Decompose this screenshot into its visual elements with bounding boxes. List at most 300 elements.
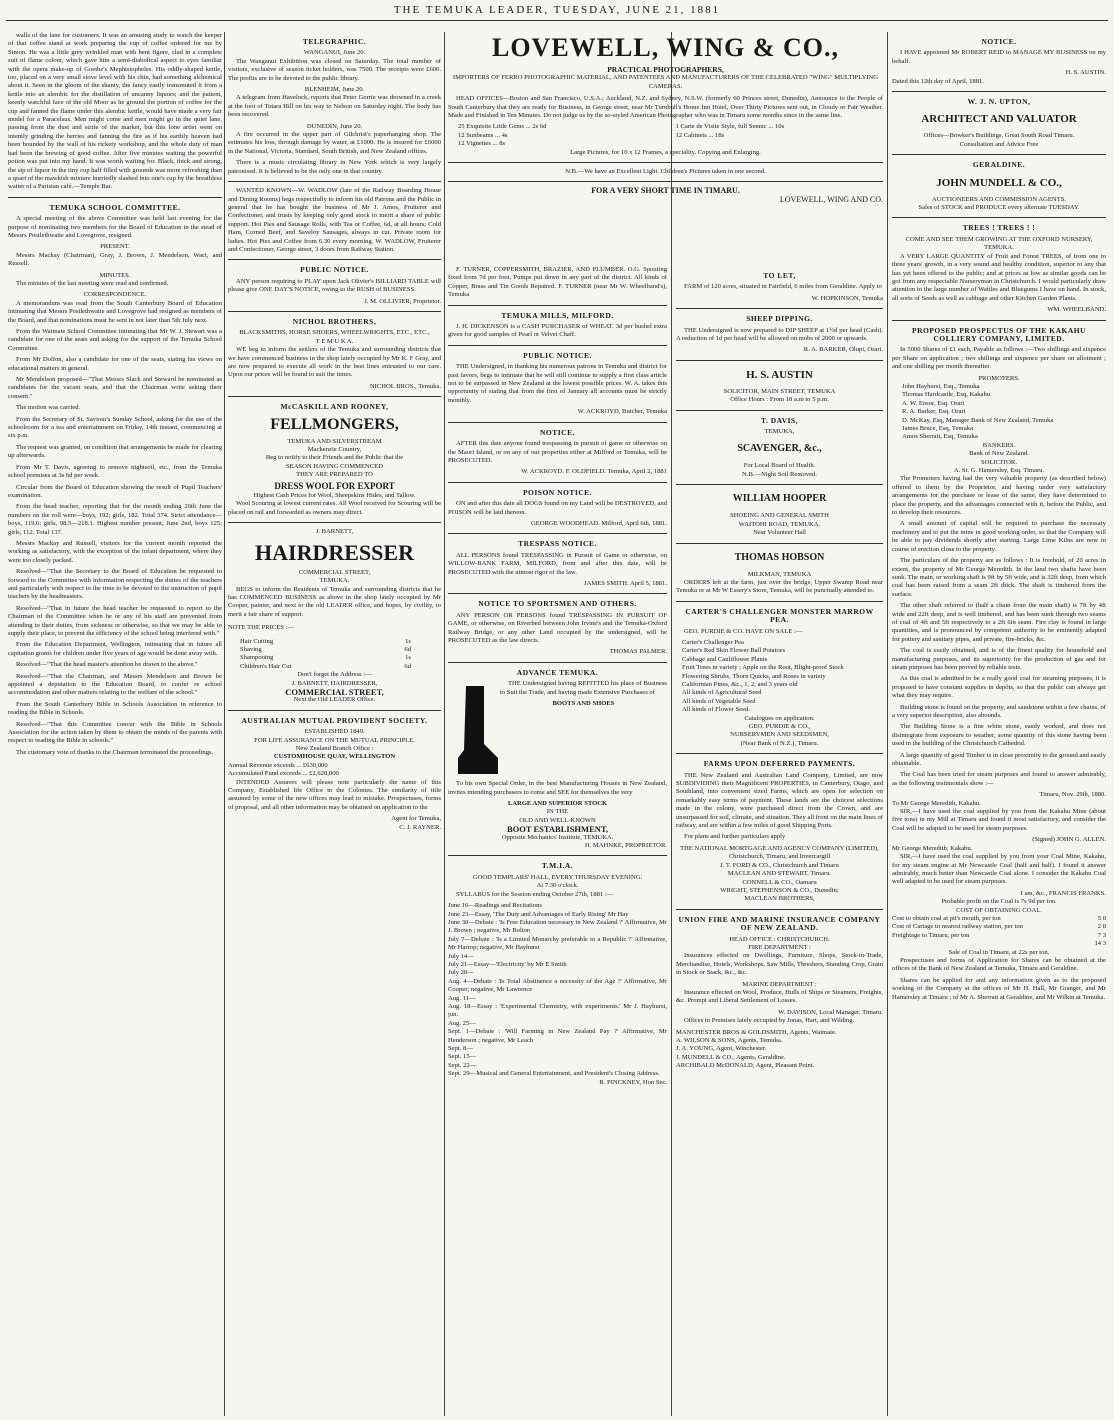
column-6 (892, 32, 1106, 1416)
advert-heading: TREES ! TREES ! ! (962, 223, 1036, 233)
divider (676, 909, 883, 910)
advert-text: GEO. PURDIE & CO. HAVE ON SALE :— (684, 627, 803, 635)
article-heading: TELEGRAPHIC. (302, 37, 367, 46)
list-item: All kinds of Agricultural Seed (682, 689, 762, 697)
article-text: From the South Canterbury Bible in Schools Association in reference to reading the Bible in Schools. (8, 700, 222, 717)
advert-text: MACLEAN AND STEWART, Timaru. (727, 870, 832, 878)
advert-subheading: TEMUKA. (319, 577, 350, 585)
advert-text: A VERY LARGE QUANTITY of Fruit and Forest TREES, of from one to three years' growth, in a very sound and healthy condition, superior to any that has yet been offered to the public; and at prices as low as similar goods can be got from any respectable Nurseryman in Christchurch. I would particularly draw attention to the large number of Wattles and Bluegums I have on hand. In stock, all sorts of Seeds as well as cabbage and other Kitchen Garden Plants. (892, 252, 1106, 302)
advert-title: HAIRDRESSER (255, 539, 414, 565)
advert-title: THOMAS HOBSON (734, 551, 825, 563)
price-label: Shaving (240, 645, 262, 653)
advert-text: Building stone is found on the property, and sandstone within a few chains, of a very superior description, also abounds. (892, 703, 1106, 719)
advert-subheading: (Near Bank of N.Z.), Timaru. (740, 739, 819, 747)
advert-subheading: COMMERCIAL STREET, (298, 568, 371, 576)
advert-signature: H. S. AUSTIN. (1065, 69, 1106, 77)
advert-text: THE Undersigned, in thanking his numerous patrons in Temuka and district for past favors, begs to intimate that he will still continue to supply a first class article not to be surpassed in New Zealand at the lowest possible prices. W. A. takes this opportunity of stating that from the first of January all accounts must be strictly monthly. (448, 363, 667, 404)
price-row (240, 646, 411, 654)
price-label: Hair Cutting (240, 637, 274, 645)
advert-text: THE New Zealand and Australian Land Company, Limited, are now SUBDIVIDING their Magnificent PROPERTIES, in Canterbury, Otago, and Southland, into convenient sized Farms, which are open for selection on remarkably easy terms of payment. These lands are the choicest selections made in the colony, were purchased direct from the Crown, and are unsurpassed for soil, climate, and situation. They all front on the main lines of railway, and are within a few miles of good Shipping Ports. (676, 771, 883, 830)
advert-text: To Mr George Meredith, Kakahu. (892, 799, 981, 807)
dateline: BLENHEIM, June 20. (304, 86, 365, 94)
advert-text: N.B.—We have an Excellent Light. Children's Pictures taken in one second. (565, 168, 766, 176)
advert-heading: ADVANCE TEMUKA. (516, 667, 599, 677)
advert-heading: T. DAVIS, (761, 415, 798, 425)
article-text: Resolved—"That the Chairman, and Messrs Mendelson and Brown be appointed a deputation to the Education Board, to confer re school accommodation and other matters relating to the welfare of the school." (8, 672, 222, 697)
agent-line: A. WILSON & SONS, Agents, Temuka. (676, 1037, 783, 1044)
cost-row (892, 923, 1106, 931)
advert-text: Mr George Meredith, Kakahu. (892, 844, 973, 852)
advert-heading: T.M.I.A. (541, 861, 574, 871)
article-text: Resolved—"That the Secretary to the Board of Education be requested to forward to the Committee with information respecting the duties of the teachers and particularly with respect to the time to be devoted to the instruction of pupil teachers by the headmasters. (8, 568, 222, 601)
divider (228, 710, 441, 711)
divider (228, 311, 441, 312)
divider (676, 484, 883, 485)
advert-text: Annual Revenue exceeds ... £630,000 (228, 761, 328, 769)
cost-label: Cost of Cartage to nearest railway station, per ton (892, 923, 1023, 931)
advert-text: CONNELL & CO., Oamaru (742, 878, 817, 886)
advert-text: For plans and further particulars apply (684, 833, 786, 841)
advert-subheading: CUSTOMHOUSE QUAY, WELLINGTON (273, 753, 396, 761)
advert-heading: NOTICE. (981, 37, 1017, 46)
divider (228, 396, 441, 397)
advert-text: Accumulated Fund exceeds ... £2,620,000 (228, 770, 339, 778)
list-item: John Hayhurst, Esq., Temuka (902, 382, 980, 390)
advert-text: A. St. G. Hamersley, Esq. Timaru. (953, 467, 1045, 475)
advert-text: The Coal has been tried for steam purposes and found to answer admirably, as the following testimonials show :— (892, 771, 1106, 787)
advert-title: LOVEWELL, WING & CO., (491, 33, 839, 62)
advert-title: ARCHITECT AND VALUATOR (921, 113, 1077, 126)
advert-text: Wool Scouring at lowest current rates. All Wool received for Scouring will be placed on rail and forwarded as owners may direct. (228, 500, 441, 516)
article-text: From the head teacher, reporting that for the month ending 26th June the numbers on the roll were—boys, 192; girls, 182. Total 374. Strict attendance—boys, 119.6; girls, 98.5—218.1. Highest number present, June 2nd, boys 125; girls, 112. Total 137. (8, 503, 222, 536)
advert-heading: McCASKILL AND ROONEY, (280, 402, 389, 412)
advert-signature: LOVEWELL, WING AND CO. (779, 194, 883, 204)
list-item: Aug. 18—Essay : 'Experimental Chemistry, with experiments.' Mr J. Hayhurst, jun. (448, 1002, 667, 1019)
divider (8, 197, 222, 198)
list-item: Sept. 15— (448, 1053, 477, 1061)
list-item: Amos Sherratt, Esq, Temuka (902, 433, 978, 441)
advert-subheading: TEMUKA AND SILVERSTREAM (287, 437, 382, 445)
price-row: 12 Vignettes ... 8s (458, 140, 506, 148)
advert-signature: Agent for Temuka, (391, 815, 441, 823)
price-label: Shampooing (240, 654, 274, 662)
advert-text: SIR,—I have used the coal supplied by you from the Kakahu Mine (about five tons) in my Mill at Timaru and found it most satisfactory, and consider the Coal will be adapted to be used for steam purposes. (892, 808, 1106, 832)
article-text: From the Secretary of St. Saviour's Sunday School, asking for the use of the schoolroom for a tea and entertainment on Friday, 14th instant, commencing at six p.m. (8, 415, 222, 440)
advert-signature: GEORGE WOODHEAD. Milford, April 6th, 1881. (531, 519, 667, 527)
price-row (240, 663, 411, 671)
price-row (240, 654, 411, 662)
advert-text: BOOTS AND SHOES (552, 700, 615, 708)
advert-heading: PUBLIC NOTICE. (523, 350, 592, 360)
advert-text: OLD AND WELL-KNOWN (519, 816, 596, 824)
list-item: Sept. 29—Musical and General Entertainment, and President's Closing Address. (448, 1070, 660, 1078)
advert-subheading: COST OF OBTAINING COAL. (956, 906, 1042, 914)
advert-heading: PROPOSED PROSPECTUS OF THE KAKAHU COLLIERY COMPANY, LIMITED. (911, 325, 1087, 343)
list-item: Californian Pines, &c., 1, 2, and 3 years old (682, 680, 798, 688)
list-item: July 21—Essay—'Electricity' by Mr E Smith (448, 960, 567, 968)
advert-text: HEAD OFFICES—Boston and San Francisco, U.S.A.; Auckland, N.Z. and Sydney, N.S.W. (formerly 60 Princes street, Dunedin), Announce to the People of South Canterbury that they are ready for Business, in George street, near Mr Turnbull's Home Inn Hotel, Over Thirty Pictures sent out, in Cloudy or Fair Weather. Made and Finished in Ten Minutes. Do not judge us by the so-styled American Photographer who was in Timaru some months since in the same line. (448, 95, 883, 120)
advert-subheading: SOLICITOR, MAIN STREET, TEMUKA (723, 387, 836, 395)
list-item: Sept. 1—Debate : 'Will Farming in New Zealand Pay ?' Affirmative, Mr Henderson ; negative, Mr Leach (448, 1028, 667, 1044)
divider (892, 320, 1106, 321)
advert-subheading: BLACKSMITHS, HORSE SHOERS, WHEELWRIGHTS, ETC., ETC., (239, 329, 430, 337)
advert-subheading: BANKERS. (982, 441, 1016, 449)
price-column (458, 123, 656, 148)
advert-text: WANTED KNOWN—W. WADLOW (late of the Railway Boarding House and Dining Rooms) begs respectfully to inform his old Patrons and the Public in general that he has bought the business of Mr J. Amos, Fruiterer and Confectioner, and trusts by keeping only good stock to merit a share of public support. Hot Pies and Sausage Rolls, with Tea or Coffee, 6d, at all hours; Cold Ham, Corned Beef, and Saveloy Sausages, always in cut. Private room for ladies. Hot Pies and Coffee from 6.30 every morning. W. WADLOW, Fruiterer and Confectioner, George street, 3 doors from Railway Station. (228, 187, 441, 253)
price-table (448, 123, 883, 148)
advert-text: To his own Special Order, in the best Manufacturing Houses in New Zealand, invites intending purchasers to come and SEE for themselves the very (448, 780, 667, 796)
advert-text: BEGS to inform the Residents of Temuka and surrounding districts that he has COMMENCED BUSINESS as above in the shop lately occupied by Mr Cooper, painter, and next to the old LEADER office, and hopes, by civility, to merit a fair share of support. (228, 585, 441, 618)
price-heading: NOTE THE PRICES :— (228, 624, 295, 632)
advert-heading: NICHOL BROTHERS, (292, 316, 377, 326)
advert-title: H. S. AUSTIN (746, 368, 813, 381)
advert-text: A large quantity of good Timber is in close proximity to the ground and easily obtainable. (892, 751, 1106, 768)
advert-text: AFTER this date anyone found trespassing in pursuit of game or otherwise on the Maori Island, or on any of our properties either at Milford or Temuka, will be PROSECUTED. (448, 440, 667, 464)
advert-subheading: ESTABLISHED 1849. (304, 728, 365, 736)
advert-subheading: TEMUKA, (764, 428, 795, 436)
advert-heading: W. J. N. UPTON, (967, 97, 1031, 107)
article-text: The minutes of the last meeting were read and confirmed. (16, 279, 169, 287)
divider (228, 181, 441, 182)
price-column (676, 123, 874, 148)
advert-text: THE Undersigned is now prepared to DIP SHEEP at 1½d per head (Cash). A reduction of 1d per head will be allowed on mobs of 2000 or upwards. (676, 326, 883, 343)
subheading: MINUTES. (99, 271, 131, 279)
advert-subheading: FOR LIFE ASSURANCE ON THE MUTUAL PRINCIPLE. (254, 736, 415, 744)
masthead: THE TEMUKA LEADER, TUESDAY, JUNE 21, 1881 (393, 4, 721, 16)
list-item: July 14— (448, 952, 474, 960)
divider (676, 360, 883, 361)
advert-text: The Promoters having had the very valuable property (as described below) offered to them by the Proprietor, and having under very satisfactory arrangements for the purchase or lease of the same, they have determined to place the property, and the advantages connected with it, before the Public, and to develop their resources. (892, 475, 1106, 517)
advert-signature: W. HOPKINSON, Temuka (811, 294, 883, 302)
article-text: The Wanganui Exhibition was closed on Saturday. The total number of visitors, exclusive of season ticket holders, was 7500. The receipts were £600. The profits are to be devoted to the public library. (228, 57, 441, 82)
list-item: A. W. Ensor, Esq. Orari (902, 399, 965, 407)
advert-heading: TEMUKA MILLS, MILFORD. (501, 310, 614, 320)
advert-subheading: HEAD OFFICE : CHRISTCHURCH. (729, 935, 830, 943)
masthead-rule (6, 20, 1108, 21)
boot-illustration (454, 684, 500, 776)
price-row (240, 638, 411, 646)
column-rule (224, 32, 225, 1416)
divider (448, 482, 667, 483)
advert-text: Sales of STOCK and PRODUCE every alternate TUESDAY. (918, 204, 1080, 212)
article-text: Resolved—"That in future the head teacher be requested to report to the Chairman of the Committee when he or any of his staff are prevented from attending to their duties, from sickness or otherwise, so that we may be able to supply their place, to prevent the efficiency of the school being interfered with." (8, 604, 222, 637)
article-text: From the Waimate School Committee intimating that Mr W. J. Stewart was a candidate for one of the seats and asking for the support of the Temuka School Committee. (8, 328, 222, 352)
promoter-list (892, 383, 1106, 442)
divider (228, 522, 441, 523)
advert-subheading: FIRE DEPARTMENT : (748, 943, 811, 951)
advert-text: Shares can be applied for and any information given as to the proposed working of the Company at the offices of Mr H. Hall, Mr Granger, and Mr Hamersley at Timaru ; of Mr A. Sherratt at Geraldine, and Mr Wilkin at Temuka. (892, 976, 1106, 1001)
advert-text: Insurances effected on Dwellings, Furniture, Shops, Stock-in-Trade, Merchandise, Hotels, Workshops, Saw Mills, Threshers, Standing Crop, Grain in Stock or Stack, &c., &c. (676, 952, 883, 977)
price-value: 6d (404, 662, 411, 670)
advert-text: Dated this 12th day of April, 1881. (892, 77, 984, 85)
advert-text: Probable profit on the Coal is 7s 9d per ton. (941, 898, 1057, 906)
article-text: A memorandum was read from the South Canterbury Board of Education intimating that Messrs Postlethwaite and Lovegrove had resigned as members of the Board, and that nominations must be sent in not later than 5th July next. (8, 299, 222, 324)
advert-heading: NOTICE TO SPORTSMEN AND OTHERS. (478, 599, 637, 609)
list-item: Aug. 4—Debate : 'Is Total Abstinence a necessity of the Age ?' Affirmative, Mr Cooper; negative, Mr Lawrence (448, 977, 667, 994)
divider (448, 345, 667, 346)
advert-text: Timaru, Nov. 29th, 1880. (1039, 791, 1106, 799)
list-item: D. McKay, Esq, Manager Bank of New Zealand, Temuka (902, 416, 1054, 424)
advert-text: Large Pictures, for 10 x 12 Frames, a speciality. Copying and Enlarging. (570, 148, 761, 156)
advert-text: For Local Board of Health. (743, 462, 816, 470)
agent-line: J. A. YOUNG, Agent, Winchester. (676, 1045, 767, 1053)
advert-text: LARGE AND SUPERIOR STOCK (507, 800, 608, 808)
divider (676, 308, 883, 309)
divider (228, 259, 441, 260)
list-item: Sept. 8— (448, 1045, 473, 1052)
dateline: DUNEDIN, June 20. (306, 122, 363, 130)
advert-subheading: Mackenzie Country, (307, 446, 362, 454)
advert-subheading: At 7.30 o'clock. (536, 882, 579, 890)
divider (448, 855, 667, 856)
advert-heading: FARMS UPON DEFERRED PAYMENTS. (703, 759, 856, 769)
advert-subheading: NURSERYMEN AND SEEDSMEN, (730, 731, 829, 739)
advert-signature: THOMAS PALMER. (609, 648, 667, 656)
advert-text: THE Undersigned having REFITTED his place of Business to Suit the Trade, and having made Extensive Purchases of (500, 680, 667, 696)
list-item: James Bruce, Esq, Temuka (902, 425, 974, 432)
list-item: Carter's Red Skin Flower Ball Potatoes (682, 647, 786, 655)
cost-label: Cost to obtain coal at pit's mouth, per ton (892, 914, 1001, 922)
advert-text: Offices in Premises lately occupied by Jonas, Hart, and Wilding. (684, 1017, 855, 1025)
article-text: From Mr Dolfon, also a candidate for one of the seats, stating his views on educational matters in general. (8, 356, 222, 372)
article-text: Circular from the Board of Education showing the result of Pupil Teachers' examination. (8, 483, 222, 499)
advert-subheading: T E M U K A. (315, 337, 354, 345)
price-label: Children's Hair Cut (240, 662, 292, 670)
article-text: The customary vote of thanks to the Chairman terminated the proceedings. (16, 748, 214, 756)
divider (676, 601, 883, 602)
advert-text: The other shaft referred to (half a chain from the main shaft) is 7ft by 4ft wide and 22ft deep, and is well timbered, and has been sunk through two seams of coal of 4ft and 5ft respectively to a 2ft 6in seam. Fire clay is found in large quantities, and is pronounced by competent authority to be eminently adapted for pottery and sanitary pipes, and private, fire-bricks, &c. (892, 602, 1106, 643)
column-4-lower (676, 266, 883, 1416)
advert-text: FARM of 120 acres, situated in Fairfield, 6 miles from Geraldine. Apply to (684, 283, 882, 291)
advert-text: BOOT ESTABLISHMENT, (506, 824, 609, 835)
advert-heading: TRESPASS NOTICE. (518, 539, 597, 549)
agent-line: MANCHESTER BROS & GOLDSMITH, Agents, Waimate. (676, 1028, 837, 1036)
price-value: 6d (404, 645, 411, 653)
advert-text: WRIGHT, STEPHENSON & CO., Dunedin; (720, 886, 839, 894)
advert-signature: R. PINCKNEY, Hon Sec. (599, 1078, 667, 1086)
advert-text: THE NATIONAL MORTGAGE AND AGENCY COMPANY (LIMITED), (680, 844, 879, 852)
divider (448, 181, 883, 182)
divider (676, 410, 883, 411)
cost-row (892, 915, 1106, 923)
advert-heading: PUBLIC NOTICE. (300, 265, 369, 275)
advert-text: SYLLABUS for the Session ending October 27th, 1881 :— (456, 890, 614, 898)
advert-signature: JAMES SMITH. April 5, 1881. (584, 579, 667, 587)
article-text: Resolved—"That this Committee concur with the Bible in Schools Association for the action taken by them to obtain the minds of the parents with respect to reading the Bible in schools." (8, 720, 222, 745)
advert-text: WE beg to inform the settlers of the Temuka and surrounding districts that we have commenced business in the shop lately occupied by Mr K. F Gray, and are now prepared to execute all work in the best lines entrusted to our care. Upon our prices will be found to suit the times. (228, 346, 441, 379)
advert-text: Next the Old LEADER Office. (293, 696, 376, 704)
advert-subheading: MILKMAN, TEMUKA (747, 570, 812, 578)
divider (448, 162, 883, 163)
column-1 (8, 32, 222, 1416)
advert-signature: I am, &c., FRANCIS FRANKS. (1020, 889, 1106, 897)
article-heading: TEMUKA SCHOOL COMMITTEE. (49, 202, 181, 212)
advert-subheading: Near Volunteer Hall (753, 529, 806, 537)
syllabus-list (448, 902, 667, 1079)
cost-total: 14 3 (1094, 940, 1106, 948)
advert-heading: TO LET, (763, 271, 796, 280)
article-text: Resolved—"That the head master's attention be drawn to the above." (16, 661, 198, 669)
dateline: WANGANUI, June 20. (303, 49, 366, 57)
advert-signature: J. M. OLLIVIER, Proprietor. (364, 297, 441, 305)
advert-heading: UNION FIRE AND MARINE INSURANCE COMPANY OF NEW ZEALAND. (678, 914, 881, 933)
advert-subheading: New Zealand Branch Office : (295, 745, 374, 752)
advert-text: J. T. FORD & CO., Christchurch and Timaru (720, 861, 839, 869)
lovewell-advert (448, 32, 883, 262)
article-text: From Mr T. Davis, agreeing to remove nightsoil, etc., from the Temuka school premises at 3s 6d per week. (8, 463, 222, 480)
subheading: CORRESPONDENCE. (83, 291, 147, 299)
advert-text: Beg to notify to their Friends and the Public that the (265, 454, 404, 462)
article-text: The request was granted, on condition that arrangements be made for clearing up afterwards. (8, 443, 222, 460)
divider (448, 593, 667, 594)
advert-text: Prospectuses and forms of Application for Shares can be obtained at the offices of the Bank of New Zealand at Temuka, Timaru and Geraldine. (892, 956, 1106, 973)
advert-heading: POISON NOTICE. (522, 487, 593, 497)
advert-text: The particulars of the property are as follows : It is freehold, of 20 acres in extent, the property of Mr George Meredith. In the land two shafts have been sunk. The main, or working shaft is 9ft by 5ft wide, and is 32ft deep, from which coal has been raised from a seam 2ft thick. The shaft is timbered from the surface. (892, 557, 1106, 598)
agent-line: J. MUNDELL & CO., Agents, Geraldine. (676, 1053, 786, 1061)
cost-row (892, 932, 1106, 940)
advert-text: Insurance effected on Wool, Produce, Hulls of Ships or Steamers, Freights, &c. Prompt and Liberal Settlement of Losses. (676, 988, 883, 1005)
advert-text: IN THE (546, 808, 569, 816)
advert-text: MACLEAN BROTHERS, (744, 895, 815, 903)
advert-text: FOR A VERY SHORT TIME IN TIMARU. (591, 186, 740, 196)
advert-text: Opposite Mechanics' Institute, TEMUKA. (501, 833, 614, 841)
advert-text: J. BARNETT, HAIRDRESSER, (291, 679, 378, 687)
column-rule (444, 32, 445, 1416)
list-item: Flowering Shrubs, Thorn Quicks, and Roses in variety (682, 672, 826, 680)
price-row: 12 Cabinets ... 18s (675, 131, 725, 139)
advert-heading: SHEEP DIPPING. (746, 314, 813, 324)
advert-text: SEASON HAVING COMMENCED (286, 462, 383, 470)
advert-text: THEY ARE PREPARED TO (296, 471, 373, 479)
list-item: June 23—Essay, 'The Duty and Advantages of Early Rising' Mr Hay (448, 910, 629, 918)
list-item: June 30—Debate : 'Is Free Education necessary in New Zealand ?' Affirmative, Mr J. Brown ; negative, Mr Bolton (448, 918, 667, 935)
list-item: July 28— (448, 969, 474, 977)
advert-text: In 5000 Shares of £1 each, Payable as follows :—Two shillings and sixpence per Share on application ; two shillings and sixpence per share on allotment ; and one shilling per month thereafter. (892, 346, 1106, 371)
advert-signature: W. DAVISON, Local Manager, Timaru. (778, 1008, 883, 1016)
advert-signature: H. MAHNKE, PROPRIETOR. (584, 842, 667, 850)
divider (448, 422, 667, 423)
advert-text: Christchurch, Timaru, and Invercargill (728, 853, 831, 861)
article-text: Messrs Mackay and Russell, visitors for the current month reported the working as satisfactory, with the exception of the infant department, where they were too closely packed. (8, 539, 222, 564)
divider (448, 662, 667, 663)
advert-subheading: AUCTIONEERS AND COMMISSION AGENTS. (931, 195, 1067, 203)
advert-text: DRESS WOOL FOR EXPORT (274, 480, 395, 491)
price-value: 1s (405, 654, 411, 662)
column-2 (228, 32, 441, 1416)
advert-subheading: SOLICITOR. (981, 458, 1017, 466)
advert-text: ON and after this date all DOGS found on my Land will be DESTROYED, and POISON will be laid thereon. (448, 500, 667, 516)
list-item: Thomas Hardcastle, Esq, Kakahu (902, 391, 991, 399)
advert-text: N.B.—Night Soil Removed. (742, 470, 817, 478)
divider (892, 217, 1106, 218)
list-item: All kinds of Flower Seed. (682, 706, 750, 714)
advert-text: J. H. DICKENSON is a CASH PURCHASER of WHEAT. 3d per bushel extra given for good samples of Pearl or Velvet Chaff. (448, 323, 667, 339)
list-item: June 16—Readings and Recitations (448, 902, 542, 910)
list-item: Sept. 22— (448, 1061, 477, 1069)
price-row: 1 Carte de Visite Style, full Sennic ... 10s (675, 123, 785, 131)
cost-value: 7 3 (1097, 931, 1106, 939)
advert-text: ANY PERSON OR PERSONS found TRESPASSING IN PURSUIT OF GAME, or otherwise, on Riverbed between John Irvine's and the Temuka-Oxford Railway Bridge, or any other Land occupied by the undersigned, will be PROSECUTED as the law directs. (448, 611, 667, 644)
advert-subheading: MARINE DEPARTMENT : (742, 980, 817, 988)
divider (448, 305, 667, 306)
price-row: 25 Exquisite Little Gems ... 2s 6d (458, 123, 547, 131)
column-3-lower (448, 266, 667, 1416)
article-text: A fire occurred in the upper part of Gilchrist's paperhanging shop. The estimates his loss, through damage by water, at £1000. He is insured for £6000 in the National, Victoria, Standard, South British, and New Zealand offices. (228, 131, 441, 155)
article-text: Mr Mendelson proposed—"That Messrs Slack and Steward be nominated as candidates for the vacant seats, and that the Chairman write asking their consent." (8, 376, 222, 400)
advert-text: Highest Cash Prices for Wool, Sheepskins Hides, and Tallow. (253, 492, 416, 500)
advert-heading: AUSTRALIAN MUTUAL PROVIDENT SOCIETY. (241, 715, 428, 725)
divider (892, 91, 1106, 92)
advert-text: Consultation and Advice Free (959, 140, 1039, 148)
advert-text: Office Hours : From 10 a.m to 5 p.m. (730, 396, 829, 404)
advert-text: F. TURNER, COPPERSMITH, BRAZIER, AND PLUMBER. O.G. Spouting fixed from 7d per foot. Pumps put down in any part of the district. All kinds of Copper, Brass and Tin Goods Repaired. F. TURNER (near Mr W. Wheelband's), Temuka (448, 266, 667, 299)
advert-signature: C. J. RAYNER. (399, 823, 441, 831)
list-item: Aug. 25— (448, 1019, 476, 1027)
advert-subheading: GOOD TEMPLARS' HALL, EVERY THURSDAY EVENING. (472, 873, 643, 881)
advert-text: Don't forget the Address :— (297, 671, 372, 679)
cost-label: Freightage to Timaru, per ton (892, 931, 970, 939)
divider (676, 543, 883, 544)
price-row: 12 Sunbeams ... 4s (458, 131, 508, 139)
article-text: There is a music circulating library in New York which is very largely patronised. It is believed to be the only one in that country. (228, 159, 441, 175)
advert-subheading: PROMOTERS. (978, 374, 1020, 382)
advert-text: ANY person requiring to PLAY upon Jack Olivier's BILLIARD TABLE will please give ONE DAY'S NOTICE, owing to the RUSH of BUSINESS. (228, 277, 441, 294)
advert-text: I HAVE appointed Mr ROBERT REID to MANAGE MY BUSINESS on my behalf. (892, 49, 1106, 65)
article-text: walls of the lane for customers. It was an amusing study to watch the keeper of that coffee stand at work preparing the cup of coffee ordered for me by Simon. He was a little grey wrinkled man with bent figure, clad in a complete suit of flame colour, which gave him a semi-diabolical aspect to eyes familiar with the opera make-up of Goethe's Mephistopheles. His oddly-shaped kettle, too, placed on a very small stove level with his chin, had something alchemical about it. Seen in the gloom of the shanty, the fancy easily transmuted it from a kettle into an alembic for the distillation of uncanny liquors; and the patient, keenly watchful face of the old Moor as he ground the portion of coffee for the cup and fanned the flame under this alembic kettle, would have made a very fair model for a Paracelsus. Men might come and men might go in the quiet lane, passing from the dust and strife of the market, but this lone artist went on intently grinding the berries and fanning the fire as if his earthly heaven had been bounded by the wall of his rickety workshop, and the whole duty of man had been the brewing of good coffee. After five minutes waiting the powerful potion was put into my hand. It was worth waiting for. Black, thick and strong, the sip of liquor in the tiny cup half filled with grounds was more refreshing than a quart of the mawkish mixture hurriedly slashed into one's cup by the breathless waiter of a Parisian café.—Temple Bar. (8, 32, 222, 191)
advert-text: The coal is easily obtained, and is of the finest quality for household and manufacturing purposes, and its superiority for the production of gas and for steam purposes has been proved by reliable tests. (892, 647, 1106, 671)
advert-text: ALL PERSONS found TRESPASSING in Pursuit of Game or otherwise, on WILLOW-BANK FARM, MILFORD, from and after this date, will be PROSECUTED with the utmost rigor of the law. (448, 551, 667, 576)
advert-heading: J. BARNETT, (315, 528, 354, 536)
advert-text: The Building Stone is a fine white stone, easily worked, and does not disintegrate from exposure to weather, some quantity of this stone having been used in the building of the Christchurch Cathedral. (892, 723, 1106, 748)
advert-heading: CARTER'S CHALLENGER MONSTER MARROW PEA. (685, 606, 874, 625)
advert-subheading: SHOEING AND GENERAL SMITH (730, 512, 829, 520)
advert-heading: NOTICE. (540, 427, 575, 437)
list-item: Cabbage and Cauliflower Plants (682, 655, 768, 663)
column-rule (887, 32, 888, 1416)
divider (448, 533, 667, 534)
cost-value: 5 0 (1097, 914, 1106, 922)
article-text: From the Education Department, Wellington, intimating that in future all capitation grants for children under five years of age would be done away with. (8, 641, 222, 657)
advert-text: Offices—Bowker's Buildings, Great South Road Timaru. (923, 132, 1075, 140)
advert-text: INTENDED Assurers will please note particularly the name of this Company, Established life Office in the Colonies. The similarity of title assumed by some of the new offices may lead to mistake. Prospectuses, forms of proposal, and all other information may be obtained on application to the (228, 778, 441, 811)
price-list (228, 638, 441, 672)
article-text: A special meeting of the above Committee was held last evening for the purpose of nominating two members for the Board of Education in the stead of Messrs Postlethwaite and Lovegrove, resigned. (8, 215, 222, 239)
advert-text: Sale of Coal in Timaru, at 22s per ton. (948, 948, 1050, 956)
article-text: A telegram from Havelock, reports that Peter Gorrie was drowned in a creek at the foot of Totara Hill on his way to Nelson on Saturday night. The body has been recovered. (228, 94, 441, 119)
advert-signature: R. A. BARKER, Olupi, Orari. (803, 346, 883, 354)
advert-text: As this coal is admitted to be a really good coal for steaming purposes, it is proposed to have constant supplies in depôts, so that the public can always get what they may require. (892, 675, 1106, 700)
list-item: Fruit Trees in variety ; Apple on the Root, Blight-proof Stock (682, 664, 844, 672)
advert-title: FELLMONGERS, (270, 415, 399, 433)
product-list (676, 639, 883, 715)
advert-signature: W. ACKROYD, Butcher, Temuka (577, 408, 667, 416)
advert-text: COMMERCIAL STREET, (285, 686, 384, 697)
advert-signature: W. ACKROYD. F. OLDFIELD. Temuka, April 2, 1881 (521, 468, 667, 476)
advert-subheading: COME AND SEE THEM GROWING AT THE OXFORD NURSERY, TEMUKA. (905, 235, 1093, 252)
advert-title: SCAVENGER, &c., (737, 443, 822, 455)
advert-signature: NICHOL BROS., Temuka. (369, 382, 441, 390)
article-text: The motion was carried. (16, 404, 81, 412)
advert-title: JOHN MUNDELL & CO., (936, 176, 1062, 189)
divider (676, 753, 883, 754)
list-item: July 7—Debate : 'Is a Limited Monarchy preferable to a Republic ?' Affirmative, Mr Harrop; negative, Mr Hayhurst (448, 935, 667, 952)
advert-text: Catalogues on application. (744, 714, 815, 722)
advert-title: WILLIAM HOOPER (732, 493, 827, 505)
advert-signature: WM. WHEELBAND. (1047, 306, 1106, 314)
cost-value: 2 0 (1097, 923, 1106, 931)
list-item: R. A. Barker, Esq. Orari (902, 408, 966, 416)
advert-text: A small amount of capital will be required to purchase the necessary machinery and to put the mine in good working order, so that the Company will be able to pay dividends shortly after starting. Large Lime Kilns are now in course of erection close to the property. (892, 520, 1106, 553)
